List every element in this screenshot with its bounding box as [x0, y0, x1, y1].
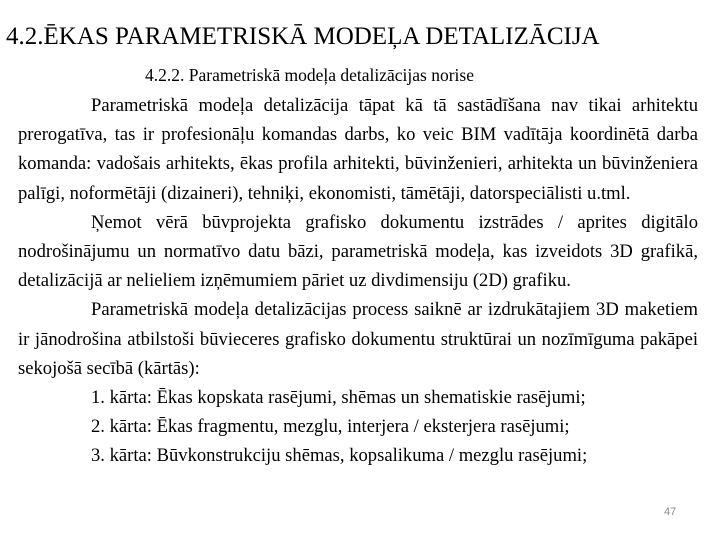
- paragraph: Parametriskā modeļa detalizācijas process saiknē ar izdrukātajiem 3D maketiem ir jānodrošina atbilstoši būvieceres grafisko dokumentu struktūrai un nozīmīguma pakāpei sekojošā secībā (kārtās):: [18, 299, 698, 379]
- page-number: 47: [664, 506, 677, 518]
- paragraph: Parametriskā modeļa detalizācija tāpat kā tā sastādīšana nav tikai arhitektu prerogatīva, tas ir profesionāļu komandas darbs, ko veic BIM vadītāja koordinētā darba komanda: vadošais arhitekts, ēkas profila arhitekti, būvinženieri, arhitekta un būvinženiera palīgi, noformētāji (dizaineri), tehniķi, ekonomisti, tāmētāji, datorspeciālisti u.tml.: [18, 95, 698, 204]
- slide-title: 4.2.ĒKAS PARAMETRISKĀ MODEĻA DETALIZĀCIJA: [6, 23, 600, 50]
- list-item: 3. kārta: Būvkonstrukciju shēmas, kopsalikuma / mezglu rasējumi;: [91, 445, 588, 467]
- list-item: 2. kārta: Ēkas fragmentu, mezglu, interjera / eksterjera rasējumi;: [91, 416, 570, 438]
- paragraph: Ņemot vērā būvprojekta grafisko dokumentu izstrādes / aprites digitālo nodrošinājumu un normatīvo datu bāzi, parametriskā modeļa, kas izveidots 3D grafikā, detalizācijā ar nelieliem izņēmumiem pāriet uz divdimensiju (2D) grafiku.: [18, 211, 698, 292]
- body-text: [18, 91, 698, 471]
- list-item: 1. kārta: Ēkas kopskata rasējumi, shēmas un shematiskie rasējumi;: [91, 387, 586, 409]
- section-subtitle: 4.2.2. Parametriskā modeļa detalizācijas norise: [145, 65, 474, 85]
